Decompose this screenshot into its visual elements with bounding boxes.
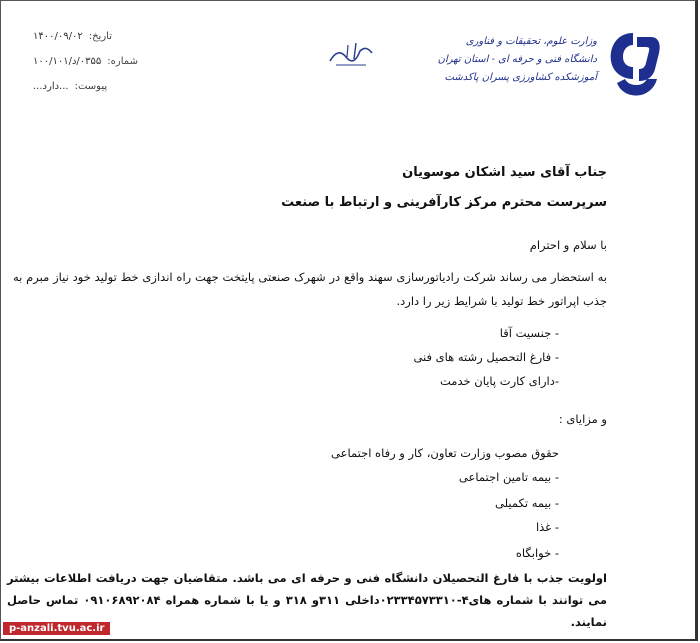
date-label: تاریخ: (88, 31, 112, 42)
benefit-item: - خوابگاه (515, 546, 559, 560)
number-value: ۰۳۵۵/د/۱۰۰/۱۰۱ (33, 56, 102, 67)
date-row (33, 31, 173, 56)
organization-header (397, 33, 597, 87)
intro-paragraph: به استحضار می رساند شرکت رادیاتورسازی سهند واقع در شهرک صنعتی پایتخت جهت راه اندازی خط تولید خود نیاز مبرم به جذب اپراتور خط تولید با شرایط زیر را دارد. (13, 270, 607, 308)
closing-paragraph: اولویت جذب با فارغ التحصیلان دانشگاه فنی و حرفه ای می باشد. متقاضیان جهت دریافت اطلاعات بیشتر می توانند با شماره های۴-۰۲۳۳۴۵۷۳۳۱۰داخلی ۳۱۱و ۳۱۸ و یا با شماره همراه ۰۹۱۰۶۸۹۲۰۸۴ تماس حاصل نمایند. (7, 571, 607, 629)
benefit-item: حقوق مصوب وزارت تعاون، کار و رفاه اجتماعی (331, 446, 559, 460)
benefit-item: - غذا (535, 520, 559, 534)
requirement-item: -دارای کارت پایان خدمت (440, 374, 559, 388)
recipient-name: جناب آقای سید اشکان موسویان (402, 165, 607, 180)
attachment-label: پیوست: (74, 81, 108, 92)
motto-calligraphy (326, 39, 376, 69)
benefits-heading: و مزایای : (558, 412, 607, 426)
attachment-value: ...دارد... (33, 81, 69, 92)
greeting: با سلام و احترام (529, 238, 607, 252)
university-logo-icon (603, 29, 665, 101)
number-row (33, 56, 173, 81)
benefit-item: - بیمه تامین اجتماعی (458, 470, 559, 484)
recipient-title: سرپرست محترم مرکز کارآفرینی و ارتباط با صنعت (281, 195, 607, 210)
benefit-item: - بیمه تکمیلی (494, 496, 559, 510)
number-label: شماره: (107, 56, 138, 67)
org-line-ministry: وزارت علوم، تحقیقات و فناوری (465, 36, 597, 47)
attachment-row (33, 81, 173, 106)
requirement-item: - فارغ التحصیل رشته های فنی (413, 350, 559, 364)
requirement-item: - جنسیت آقا (499, 326, 559, 340)
source-watermark: p-anzali.tvu.ac.ir (3, 622, 110, 635)
org-line-university: دانشگاه فنی و حرفه ای - استان تهران (437, 54, 597, 65)
letter-meta (33, 31, 173, 106)
date-value: ۱۴۰۰/۰۹/۰۲ (33, 31, 83, 42)
org-line-college: آموزشکده کشاورزی پسران پاکدشت (444, 72, 597, 83)
